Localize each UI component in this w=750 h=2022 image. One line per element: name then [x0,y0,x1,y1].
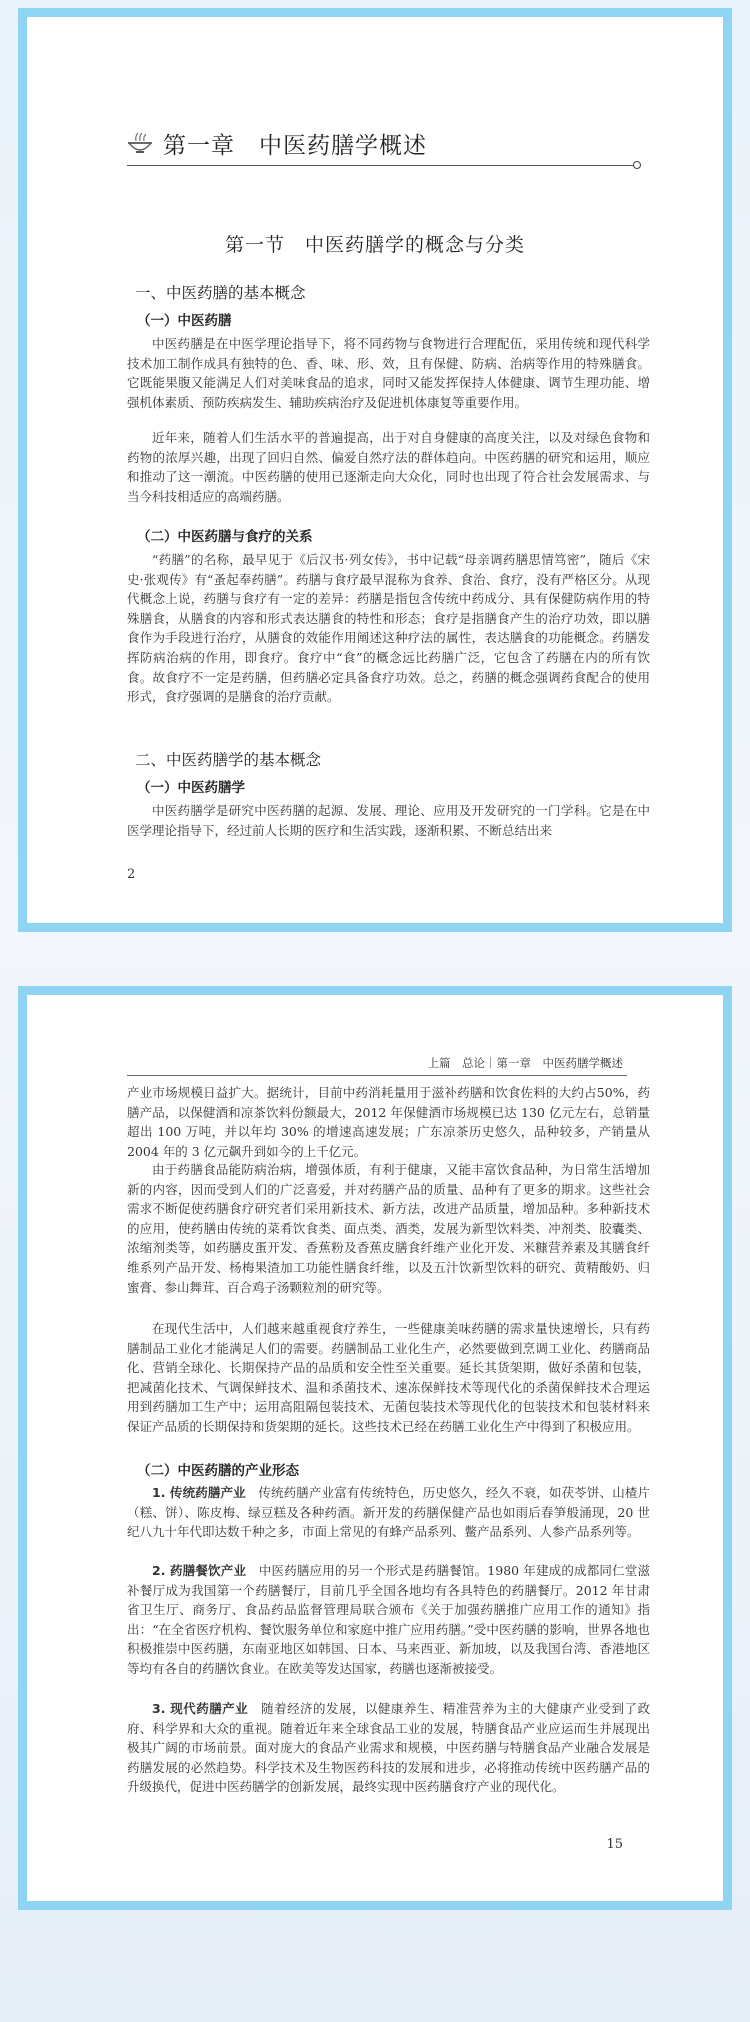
running-header: 上篇 总论｜第一章 中医药膳学概述 [427,1056,623,1070]
page-number: 15 [606,1837,623,1852]
subheading-industry-forms: （二）中医药膳的产业形态 [137,1463,299,1479]
heading-basic-concept: 一、中医药膳的基本概念 [135,284,306,302]
list-item [127,1699,650,1797]
page-number: 2 [127,867,136,882]
paragraph: 在现代生活中，人们越来越重视食疗养生，一些健康美味药膳的需求量快速增长，只有药膳制品工业化才能满足人们的需要。药膳制品工业化生产，必然要做到烹调工业化、药膳商品化、营销全球化、长期保持产品的品质和安全性至关重要。延长其货架期，做好杀菌和包装，把减菌化技术、气调保鲜技术、温和杀菌技术、速冻保鲜技术等现代化的杀菌保鲜技术合理运用到药膳加工生产中；运用高阻隔包装技术、无菌包装技术等现代化的包装技术和包装材料来保证产品质的长期保持和货架期的延长。这些技术已经在药膳工业化生产中得到了积极应用。 [127,1321,650,1434]
item-lead: 1. 传统药膳产业 [152,1485,246,1500]
section-title: 第一节 中医药膳学的概念与分类 [224,234,525,256]
subheading-tcm-diet: （一）中医药膳 [137,313,232,329]
item-lead: 2. 药膳餐饮产业 [152,1563,247,1578]
heading-discipline-concept: 二、中医药膳学的基本概念 [135,751,322,769]
chapter-title: 第一章 中医药膳学概述 [163,133,427,159]
list-item [127,1483,650,1542]
subheading-diet-therapy-relation: （二）中医药膳与食疗的关系 [137,529,313,545]
list-item [127,1561,650,1679]
subheading-discipline: （一）中医药膳学 [137,780,245,796]
paragraph: 由于药膳食品能防病治病，增强体质，有利于健康，又能丰富饮食品种，为日常生活增加新的内容，因而受到人们的广泛喜爱，并对药膳产品的质量、品种有了更多的期求。这些社会需求不断促使药膳食疗研究者们采用新技术、新方法，改进产品质量，增加品种。多种新技术的应用，使药膳由传统的菜肴饮食类、面点类、酒类，发展为新型饮料类、冲剂类、胶囊类、浓缩剂类等，如药膳皮蛋开发、香蕉粉及香蕉皮膳食纤维产业化开发、米糠营养素及其膳食纤维系列产品开发、杨梅果渣加工功能性膳食纤维，以及五汁饮新型饮料的研究、黄精酸奶、归蜜膏、参山舞茸、百合鸡子汤颗粒剂的研究等。 [127,1162,650,1295]
header-rule [127,1075,627,1076]
chapter-header [127,117,647,175]
paragraph: 中医药膳学是研究中医药膳的起源、发展、理论、应用及开发研究的一门学科。它是在中医学理论指导下，经过前人长期的医疗和生活实践，逐渐积累、不断总结出来 [127,803,650,838]
paragraph: “药膳”的名称，最早见于《后汉书·列女传》，书中记载“母亲调药膳思情笃密”，随后《宋史·张观传》有“蚤起奉药膳”。药膳与食疗最早混称为食养、食治、食疗，没有严格区分。从现代概念上说，药膳与食疗有一定的差异：药膳是指包含传统中药成分、具有保健防病作用的特殊膳食，从膳食的内容和形式表达膳食的特性和形态；食疗是指膳食产生的治疗功效，即以膳食作为手段进行治疗，从膳食的效能作用阐述这种疗法的属性，表达膳食的功能概念。药膳发挥防病治病的作用，即食疗。食疗中“食”的概念远比药膳广泛，它包含了药膳在内的所有饮食。故食疗不一定是药膳，但药膳必定具备食疗功效。总之，药膳的概念强调药食配合的使用形式，食疗强调的是膳食的治疗贡献。 [127,552,650,705]
chapter-rule-dot [633,161,641,169]
paragraph: 中医药膳是在中医学理论指导下，将不同药物与食物进行合理配伍，采用传统和现代科学技术加工制作成具有独特的色、香、味、形、效，且有保健、防病、治病等作用的特殊膳食。它既能果腹又能满足人们对美味食品的追求，同时又能发挥保持人体健康、调节生理功能、增强机体素质、预防疾病发生、辅助疾病治疗及促进机体康复等重要作用。 [127,336,650,410]
book-page-2 [18,8,732,932]
item-text: 中医药膳应用的另一个形式是药膳餐馆。1980 年建成的成都同仁堂滋补餐厅成为我国第一个药膳餐厅，目前几乎全国各地均有各具特色的药膳餐厅。2012 年甘肃省卫生厅、商务厅、食品药品监督管理局联合颁布《关于加强药膳推广应用工作的通知》指出：“在全省医疗机构、餐饮服务单位和家庭中推广应用药膳。”受中医药膳的影响，世界各地也积极推崇中医药膳，东南亚地区如韩国、日本、马来西亚、新加坡，以及我国台湾、香港地区等均有各自的药膳饮食业。在欧美等发达国家，药膳也逐渐被接受。 [127,1563,650,1676]
item-lead: 3. 现代药膳产业 [152,1701,249,1716]
paragraph: 产业市场规模日益扩大。据统计，目前中药消耗量用于滋补药膳和饮食佐料的大约占50%，药膳产品，以保健酒和凉茶饮料份额最大，2012 年保健酒市场规模已达 130 亿元左右，总销量超出 100 万吨，并以年均 30% 的增速高速发展；广东凉茶历史悠久，品种较多，产销量从 2004 年的 3 亿元飙升到如今的上千亿元。 [127,1085,650,1159]
item-text: 传统药膳产业富有传统特色，历史悠久，经久不衰，如茯苓饼、山楂片（糕、饼）、陈皮梅、绿豆糕及各种药酒。新开发的药膳保健产品也如雨后春笋般涌现，20 世纪八九十年代即达数千种之多，市面上常见的有蜂产品系列、鳖产品系列、人参产品系列等。 [127,1485,650,1540]
chapter-rule [127,165,635,166]
bowl-icon [127,131,153,155]
item-text: 随着经济的发展，以健康养生、精准营养为主的大健康产业受到了政府、科学界和大众的重视。随着近年来全球食品工业的发展，特膳食品产业应运而生并展现出极其广阔的市场前景。面对庞大的食品产业需求和规模，中医药膳与特膳食品产业融合发展是药膳发展的必然趋势。科学技术及生物医药科技的发展和进步，必将推动传统中医药膳产品的升级换代，促进中医药膳学的创新发展，最终实现中医药膳食疗产业的现代化。 [127,1701,650,1795]
paragraph: 近年来，随着人们生活水平的普遍提高，出于对自身健康的高度关注，以及对绿色食物和药物的浓厚兴趣，出现了回归自然、偏爱自然疗法的群体趋向。中医药膳的研究和运用，顺应和推动了这一潮流。中医药膳的使用已逐渐走向大众化，同时也出现了符合社会发展需求、与当今科技相适应的高端药膳。 [127,430,650,504]
book-page-15 [18,986,732,1910]
